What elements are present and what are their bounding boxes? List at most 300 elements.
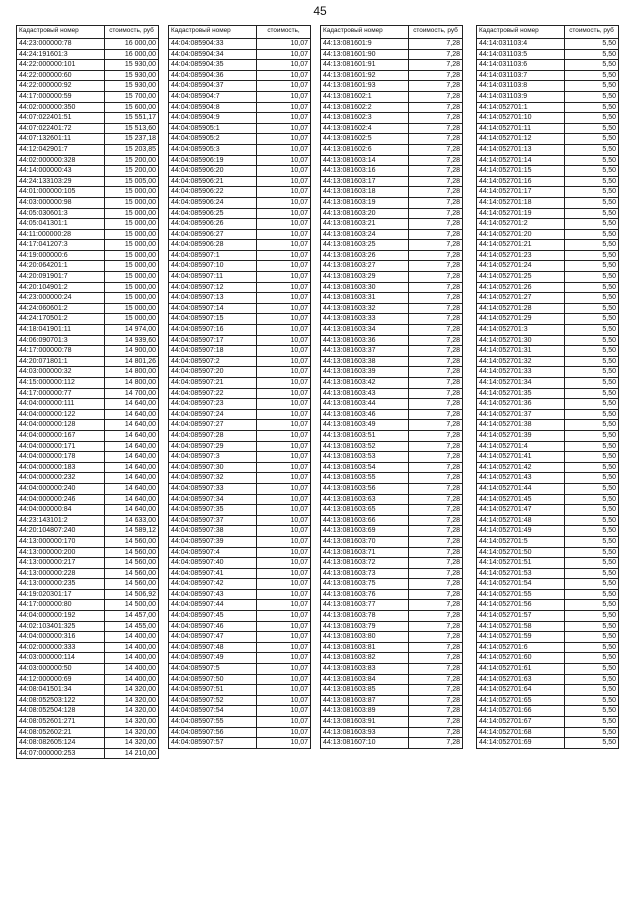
- cost-cell: 7,28: [409, 123, 463, 134]
- cost-cell: 7,28: [409, 378, 463, 389]
- cost-cell: 7,28: [409, 219, 463, 230]
- cadastral-number-cell: 44:04:000000:240: [17, 483, 105, 494]
- cadastral-number-cell: 44:13:081603:89: [321, 706, 409, 717]
- cost-cell: 5,50: [565, 70, 619, 81]
- cost-cell: 7,28: [409, 420, 463, 431]
- cadastral-number-cell: 44:04:000000:316: [17, 632, 105, 643]
- cost-cell: 5,50: [565, 568, 619, 579]
- table-row: [477, 388, 619, 399]
- table-row: [477, 589, 619, 600]
- cadastral-number-cell: 44:13:081603:63: [321, 494, 409, 505]
- cost-cell: 10,07: [257, 335, 311, 346]
- cadastral-number-cell: 44:14:000000:43: [17, 166, 105, 177]
- cost-cell: 14 320,00: [105, 717, 159, 728]
- table-row: [17, 250, 159, 261]
- cost-cell: 7,28: [409, 568, 463, 579]
- cadastral-number-cell: 44:04:085907:21: [169, 378, 257, 389]
- cost-cell: 15 000,00: [105, 303, 159, 314]
- table-row: [169, 420, 311, 431]
- cost-cell: 7,28: [409, 536, 463, 547]
- cadastral-number-cell: 44:02:103401:325: [17, 621, 105, 632]
- cadastral-number-cell: 44:04:085905:1: [169, 123, 257, 134]
- cost-cell: 7,28: [409, 197, 463, 208]
- cadastral-number-cell: 44:08:052601:271: [17, 717, 105, 728]
- cadastral-number-cell: 44:13:081602:1: [321, 91, 409, 102]
- table-row: [17, 282, 159, 293]
- cadastral-number-cell: 44:11:000000:28: [17, 229, 105, 240]
- cadastral-number-cell: 44:14:052701:19: [477, 208, 565, 219]
- table-row: [477, 113, 619, 124]
- cadastral-number-cell: 44:13:081603:65: [321, 505, 409, 516]
- cadastral-number-cell: 44:13:081601:93: [321, 81, 409, 92]
- cost-cell: 7,28: [409, 91, 463, 102]
- table-row: [17, 166, 159, 177]
- cadastral-number-cell: 44:14:052701:64: [477, 685, 565, 696]
- cost-cell: 10,07: [257, 738, 311, 749]
- cost-cell: 5,50: [565, 282, 619, 293]
- cadastral-number-cell: 44:03:000000:50: [17, 664, 105, 675]
- cadastral-number-cell: 44:13:081602:6: [321, 144, 409, 155]
- cadastral-table-3: [320, 25, 463, 749]
- cost-cell: 5,50: [565, 197, 619, 208]
- cost-cell: 14 560,00: [105, 568, 159, 579]
- table-row: [169, 303, 311, 314]
- cadastral-number-cell: 44:13:081603:25: [321, 240, 409, 251]
- cost-cell: 14 700,00: [105, 388, 159, 399]
- cost-cell: 5,50: [565, 674, 619, 685]
- cadastral-number-cell: 44:14:052701:49: [477, 526, 565, 537]
- cost-cell: 15 700,00: [105, 91, 159, 102]
- cadastral-number-cell: 44:14:052701:30: [477, 335, 565, 346]
- cost-cell: 5,50: [565, 399, 619, 410]
- cost-cell: 10,07: [257, 579, 311, 590]
- table-row: [17, 441, 159, 452]
- cost-cell: 7,28: [409, 155, 463, 166]
- table-row: [169, 102, 311, 113]
- cost-cell: 7,28: [409, 176, 463, 187]
- table-row: [169, 261, 311, 272]
- table-row: [477, 378, 619, 389]
- table-row: [169, 123, 311, 134]
- table-row: [477, 70, 619, 81]
- table-row: [169, 674, 311, 685]
- cost-cell: 7,28: [409, 695, 463, 706]
- cadastral-number-cell: 44:13:081603:31: [321, 293, 409, 304]
- cadastral-number-cell: 44:14:052701:29: [477, 314, 565, 325]
- cadastral-number-cell: 44:13:081603:16: [321, 166, 409, 177]
- cadastral-number-cell: 44:14:052701:1: [477, 102, 565, 113]
- cadastral-number-cell: 44:04:000000:128: [17, 420, 105, 431]
- table-row: [17, 356, 159, 367]
- table-row: [169, 70, 311, 81]
- cost-cell: 7,28: [409, 579, 463, 590]
- cadastral-number-cell: 44:14:052701:34: [477, 378, 565, 389]
- table-row: [321, 568, 463, 579]
- cost-cell: 5,50: [565, 685, 619, 696]
- table-row: [17, 197, 159, 208]
- cost-cell: 15 000,00: [105, 314, 159, 325]
- cadastral-number-cell: 44:14:052701:50: [477, 547, 565, 558]
- cadastral-number-cell: 44:04:085906:19: [169, 155, 257, 166]
- table-row: [321, 250, 463, 261]
- cost-cell: 15 000,00: [105, 197, 159, 208]
- cost-cell: 10,07: [257, 727, 311, 738]
- cadastral-number-cell: 44:14:052701:55: [477, 589, 565, 600]
- cadastral-number-cell: 44:14:052701:5: [477, 536, 565, 547]
- table-row: [321, 526, 463, 537]
- table-row: [17, 430, 159, 441]
- cost-cell: 10,07: [257, 325, 311, 336]
- table-row: [17, 462, 159, 473]
- cost-cell: 5,50: [565, 113, 619, 124]
- table-row: [321, 229, 463, 240]
- table-row: [169, 441, 311, 452]
- table-header-row: [169, 26, 311, 39]
- table-row: [477, 314, 619, 325]
- cadastral-number-cell: 44:04:085907:37: [169, 515, 257, 526]
- cadastral-number-cell: 44:20:071801:1: [17, 356, 105, 367]
- cadastral-number-cell: 44:14:052701:27: [477, 293, 565, 304]
- table-row: [321, 717, 463, 728]
- cost-cell: 14 974,00: [105, 325, 159, 336]
- table-row: [477, 187, 619, 198]
- cadastral-number-cell: 44:14:052701:3: [477, 325, 565, 336]
- cadastral-number-cell: 44:04:085907:4: [169, 547, 257, 558]
- table-row: [17, 39, 159, 50]
- cadastral-number-cell: 44:14:031103:9: [477, 91, 565, 102]
- cost-cell: 10,07: [257, 282, 311, 293]
- cost-cell: 15 005,00: [105, 176, 159, 187]
- table-row: [169, 166, 311, 177]
- table-row: [477, 621, 619, 632]
- table-row: [477, 293, 619, 304]
- cadastral-number-cell: 44:07:022401:51: [17, 113, 105, 124]
- cadastral-number-cell: 44:14:052701:37: [477, 409, 565, 420]
- table-row: [477, 155, 619, 166]
- cadastral-number-cell: 44:14:052701:31: [477, 346, 565, 357]
- table-row: [477, 526, 619, 537]
- cadastral-number-cell: 44:14:052701:33: [477, 367, 565, 378]
- table-row: [477, 441, 619, 452]
- cadastral-number-cell: 44:04:085907:47: [169, 632, 257, 643]
- cost-cell: 7,28: [409, 589, 463, 600]
- cadastral-number-cell: 44:13:081603:79: [321, 621, 409, 632]
- table-row: [477, 229, 619, 240]
- table-row: [169, 589, 311, 600]
- cadastral-number-cell: 44:04:085907:46: [169, 621, 257, 632]
- table-row: [477, 272, 619, 283]
- cost-cell: 15 000,00: [105, 293, 159, 304]
- table-row: [169, 346, 311, 357]
- cadastral-number-cell: 44:14:052701:57: [477, 611, 565, 622]
- table-row: [17, 526, 159, 537]
- table-row: [321, 409, 463, 420]
- cadastral-number-cell: 44:04:085907:34: [169, 494, 257, 505]
- table-row: [17, 144, 159, 155]
- table-row: [477, 346, 619, 357]
- cost-cell: 14 800,00: [105, 378, 159, 389]
- table-row: [169, 600, 311, 611]
- cadastral-number-cell: 44:14:052701:53: [477, 568, 565, 579]
- cadastral-table-1: [16, 25, 159, 759]
- cadastral-number-cell: 44:04:085907:54: [169, 706, 257, 717]
- table-row: [17, 452, 159, 463]
- table-row: [477, 473, 619, 484]
- cost-cell: 5,50: [565, 272, 619, 283]
- table-row: [169, 314, 311, 325]
- cadastral-number-cell: 44:04:085907:32: [169, 473, 257, 484]
- cost-cell: 5,50: [565, 515, 619, 526]
- cadastral-number-cell: 44:04:085907:16: [169, 325, 257, 336]
- cost-cell: 10,07: [257, 695, 311, 706]
- cost-cell: 7,28: [409, 70, 463, 81]
- cost-cell: 14 800,00: [105, 367, 159, 378]
- cadastral-number-cell: 44:19:000000:6: [17, 250, 105, 261]
- table-row: [477, 452, 619, 463]
- cadastral-number-cell: 44:04:085907:11: [169, 272, 257, 283]
- cadastral-number-cell: 44:04:085907:3: [169, 452, 257, 463]
- cadastral-number-cell: 44:04:085906:25: [169, 208, 257, 219]
- cadastral-table-2: [168, 25, 311, 749]
- table-row: [321, 462, 463, 473]
- cadastral-number-cell: 44:03:000000:98: [17, 197, 105, 208]
- table-row: [169, 727, 311, 738]
- cadastral-number-cell: 44:04:085905:2: [169, 134, 257, 145]
- cadastral-number-cell: 44:13:081603:32: [321, 303, 409, 314]
- cost-cell: 5,50: [565, 642, 619, 653]
- cadastral-number-cell: 44:14:052701:14: [477, 155, 565, 166]
- cost-cell: 7,28: [409, 452, 463, 463]
- cost-cell: 5,50: [565, 346, 619, 357]
- cadastral-number-cell: 44:14:052701:60: [477, 653, 565, 664]
- table-row: [17, 738, 159, 749]
- table-row: [477, 49, 619, 60]
- cost-cell: 15 513,60: [105, 123, 159, 134]
- cost-cell: 7,28: [409, 441, 463, 452]
- cadastral-number-cell: 44:24:133103:29: [17, 176, 105, 187]
- cost-cell: 10,07: [257, 685, 311, 696]
- cadastral-number-cell: 44:03:000000:114: [17, 653, 105, 664]
- cadastral-number-cell: 44:24:060601:2: [17, 303, 105, 314]
- table-row: [17, 621, 159, 632]
- table-row: [321, 536, 463, 547]
- cost-cell: 14 640,00: [105, 409, 159, 420]
- table-row: [169, 632, 311, 643]
- cadastral-number-cell: 44:12:042901:7: [17, 144, 105, 155]
- cadastral-number-cell: 44:15:000000:112: [17, 378, 105, 389]
- cadastral-number-cell: 44:13:081601:91: [321, 60, 409, 71]
- cost-cell: 10,07: [257, 589, 311, 600]
- cost-cell: 7,28: [409, 717, 463, 728]
- cost-cell: 7,28: [409, 611, 463, 622]
- table-row: [321, 695, 463, 706]
- cadastral-number-cell: 44:04:085907:35: [169, 505, 257, 516]
- cadastral-number-cell: 44:04:085907:1: [169, 250, 257, 261]
- cadastral-number-cell: 44:14:052701:56: [477, 600, 565, 611]
- cost-cell: 7,28: [409, 81, 463, 92]
- cost-cell: 7,28: [409, 664, 463, 675]
- cost-cell: 15 000,00: [105, 240, 159, 251]
- table-row: [169, 356, 311, 367]
- cadastral-number-cell: 44:04:085906:21: [169, 176, 257, 187]
- table-row: [17, 611, 159, 622]
- cadastral-number-cell: 44:14:052701:23: [477, 250, 565, 261]
- cadastral-number-cell: 44:04:000000:84: [17, 505, 105, 516]
- table-row: [477, 505, 619, 516]
- table-row: [321, 144, 463, 155]
- header-cadastral-number: Кадастровый номер: [17, 26, 105, 39]
- cost-cell: 14 640,00: [105, 399, 159, 410]
- cadastral-number-cell: 44:04:085904:8: [169, 102, 257, 113]
- cadastral-number-cell: 44:13:081603:70: [321, 536, 409, 547]
- table-row: [321, 325, 463, 336]
- cost-cell: 7,28: [409, 229, 463, 240]
- cost-cell: 5,50: [565, 81, 619, 92]
- cadastral-number-cell: 44:04:000000:171: [17, 441, 105, 452]
- table-row: [477, 483, 619, 494]
- cost-cell: 10,07: [257, 430, 311, 441]
- cost-cell: 10,07: [257, 600, 311, 611]
- cost-cell: 14 640,00: [105, 420, 159, 431]
- table-row: [321, 39, 463, 50]
- cadastral-number-cell: 44:14:052701:12: [477, 134, 565, 145]
- cost-cell: 10,07: [257, 293, 311, 304]
- table-row: [477, 356, 619, 367]
- cadastral-number-cell: 44:04:085904:37: [169, 81, 257, 92]
- cost-cell: 10,07: [257, 250, 311, 261]
- table-row: [321, 102, 463, 113]
- cadastral-number-cell: 44:06:090701:3: [17, 335, 105, 346]
- table-row: [477, 144, 619, 155]
- cost-cell: 5,50: [565, 547, 619, 558]
- cadastral-number-cell: 44:04:085907:33: [169, 483, 257, 494]
- table-row: [477, 632, 619, 643]
- table-row: [17, 102, 159, 113]
- table-row: [321, 314, 463, 325]
- cost-cell: 15 000,00: [105, 229, 159, 240]
- cadastral-number-cell: 44:04:085907:17: [169, 335, 257, 346]
- cadastral-number-cell: 44:14:052701:38: [477, 420, 565, 431]
- cadastral-number-cell: 44:13:081603:76: [321, 589, 409, 600]
- table-row: [169, 176, 311, 187]
- cadastral-number-cell: 44:04:085907:51: [169, 685, 257, 696]
- table-row: [169, 695, 311, 706]
- table-row: [169, 558, 311, 569]
- table-row: [477, 430, 619, 441]
- cadastral-number-cell: 44:13:081601:90: [321, 49, 409, 60]
- cadastral-number-cell: 44:04:085907:44: [169, 600, 257, 611]
- cadastral-number-cell: 44:17:041207:3: [17, 240, 105, 251]
- table-row: [321, 685, 463, 696]
- cost-cell: 10,07: [257, 399, 311, 410]
- table-row: [321, 261, 463, 272]
- table-header-row: [477, 26, 619, 39]
- cadastral-number-cell: 44:04:085905:3: [169, 144, 257, 155]
- cadastral-number-cell: 44:14:052701:58: [477, 621, 565, 632]
- cost-cell: 7,28: [409, 240, 463, 251]
- table-row: [17, 293, 159, 304]
- cadastral-number-cell: 44:18:041901:11: [17, 325, 105, 336]
- cadastral-number-cell: 44:22:000000:92: [17, 81, 105, 92]
- table-row: [321, 166, 463, 177]
- cadastral-number-cell: 44:13:000000:228: [17, 568, 105, 579]
- cadastral-number-cell: 44:14:052701:47: [477, 505, 565, 516]
- cadastral-number-cell: 44:04:085907:45: [169, 611, 257, 622]
- cadastral-number-cell: 44:04:085907:23: [169, 399, 257, 410]
- table-row: [169, 240, 311, 251]
- cost-cell: 14 900,00: [105, 346, 159, 357]
- cost-cell: 15 237,18: [105, 134, 159, 145]
- table-row: [321, 388, 463, 399]
- cost-cell: 14 400,00: [105, 632, 159, 643]
- table-row: [169, 505, 311, 516]
- cost-cell: 7,28: [409, 187, 463, 198]
- cadastral-number-cell: 44:13:081603:80: [321, 632, 409, 643]
- cadastral-number-cell: 44:13:081603:73: [321, 568, 409, 579]
- cadastral-number-cell: 44:13:081603:42: [321, 378, 409, 389]
- cost-cell: 10,07: [257, 134, 311, 145]
- table-row: [17, 568, 159, 579]
- table-row: [17, 113, 159, 124]
- cadastral-number-cell: 44:13:081603:87: [321, 695, 409, 706]
- table-row: [321, 727, 463, 738]
- cost-cell: 14 801,26: [105, 356, 159, 367]
- table-row: [17, 653, 159, 664]
- cost-cell: 10,07: [257, 494, 311, 505]
- cadastral-number-cell: 44:13:081601:9: [321, 39, 409, 50]
- cost-cell: 14 640,00: [105, 430, 159, 441]
- header-cadastral-number: Кадастровый номер: [169, 26, 257, 39]
- cost-cell: 7,28: [409, 462, 463, 473]
- cost-cell: 14 640,00: [105, 441, 159, 452]
- cost-cell: 7,28: [409, 49, 463, 60]
- table-row: [17, 420, 159, 431]
- table-row: [169, 49, 311, 60]
- cadastral-number-cell: 44:13:081603:19: [321, 197, 409, 208]
- table-row: [169, 144, 311, 155]
- cost-cell: 5,50: [565, 420, 619, 431]
- cadastral-number-cell: 44:13:000000:170: [17, 536, 105, 547]
- cadastral-number-cell: 44:14:052701:51: [477, 558, 565, 569]
- cost-cell: 7,28: [409, 102, 463, 113]
- table-row: [477, 399, 619, 410]
- table-row: [477, 674, 619, 685]
- cost-cell: 14 640,00: [105, 494, 159, 505]
- cadastral-number-cell: 44:14:052701:54: [477, 579, 565, 590]
- table-row: [477, 208, 619, 219]
- cost-cell: 10,07: [257, 452, 311, 463]
- cadastral-number-cell: 44:04:085907:5: [169, 664, 257, 675]
- table-row: [477, 642, 619, 653]
- table-row: [17, 303, 159, 314]
- cadastral-number-cell: 44:04:085907:22: [169, 388, 257, 399]
- cost-cell: 10,07: [257, 70, 311, 81]
- table-row: [477, 166, 619, 177]
- table-row: [321, 483, 463, 494]
- table-row: [169, 547, 311, 558]
- table-row: [321, 611, 463, 622]
- cost-cell: 7,28: [409, 346, 463, 357]
- cost-cell: 7,28: [409, 632, 463, 643]
- cost-cell: 5,50: [565, 441, 619, 452]
- cadastral-number-cell: 44:24:170501:2: [17, 314, 105, 325]
- cadastral-number-cell: 44:04:085907:24: [169, 409, 257, 420]
- cost-cell: 16 000,00: [105, 49, 159, 60]
- table-row: [169, 738, 311, 749]
- cost-cell: 5,50: [565, 356, 619, 367]
- cadastral-number-cell: 44:13:081603:55: [321, 473, 409, 484]
- cost-cell: 10,07: [257, 187, 311, 198]
